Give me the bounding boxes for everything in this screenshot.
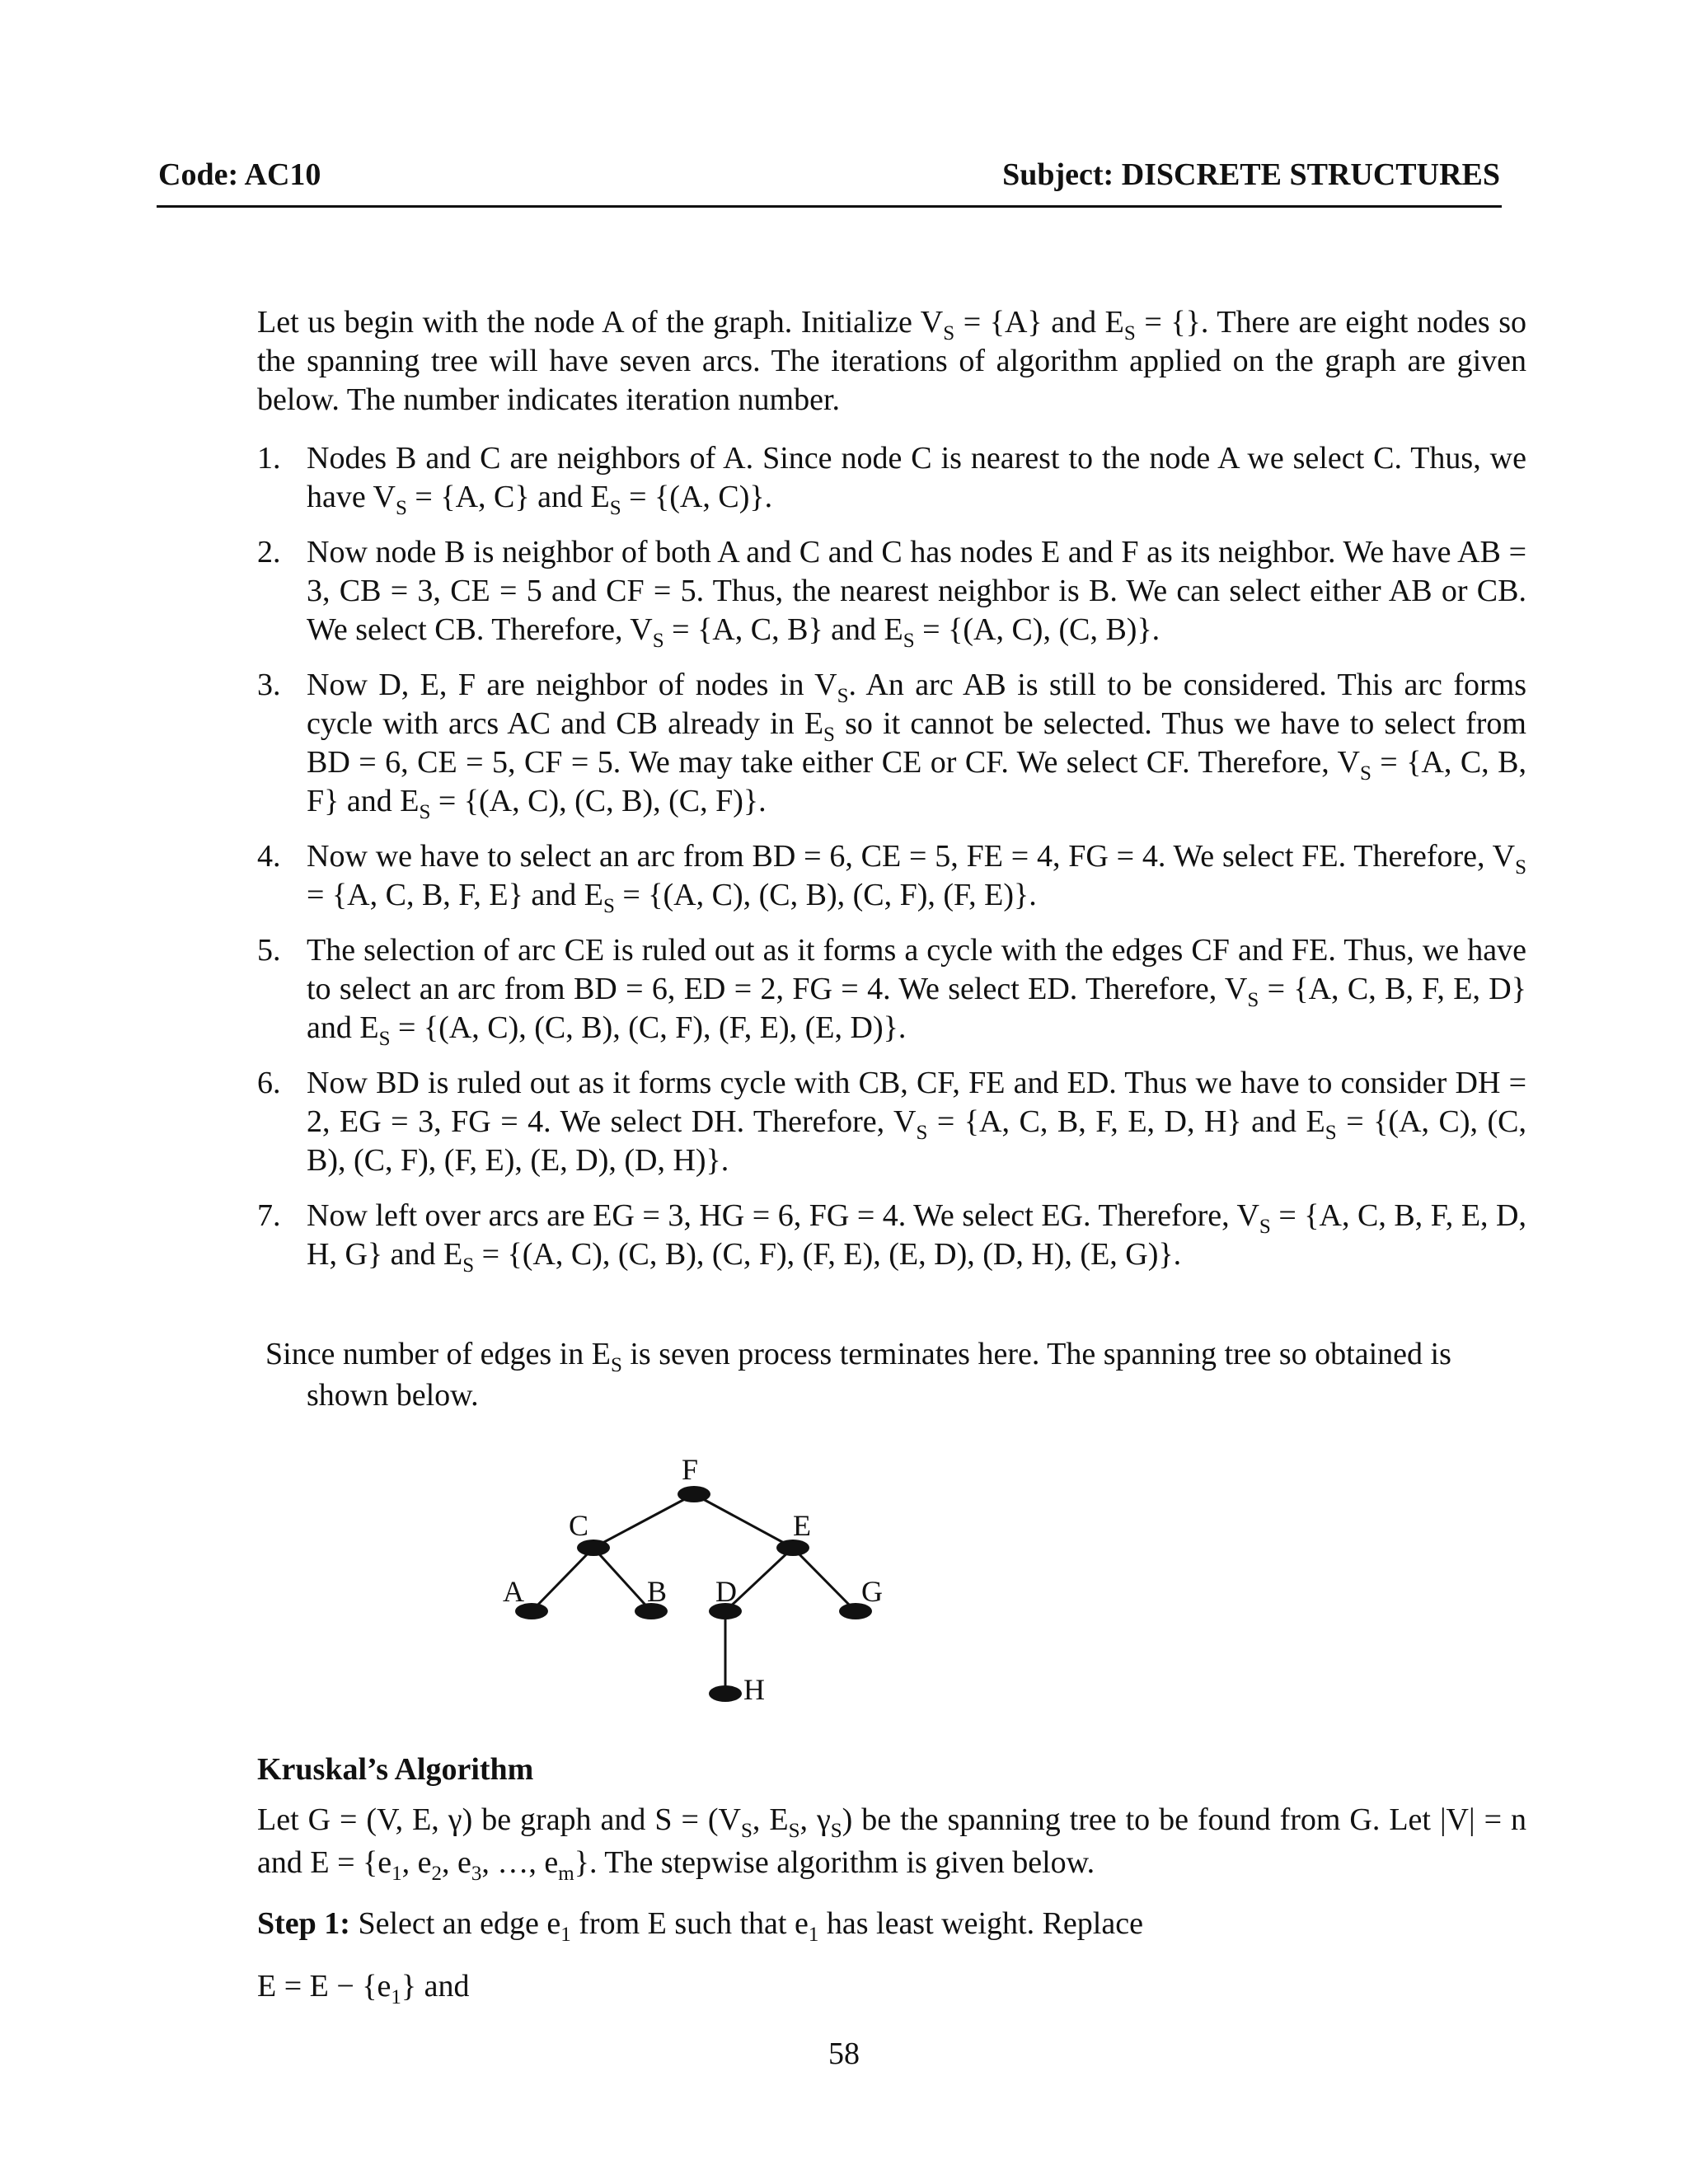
node-f: [678, 1486, 710, 1502]
edge-c-a: [532, 1548, 593, 1611]
node-h: [709, 1685, 742, 1702]
list-item-number: 7.: [257, 1198, 281, 1233]
list-item: 2. Now node B is neighbor of both A and C and C has nodes E and F as its neighbor. We have AB = 3, CB = 3, CE = 5 and CF = 5. Thus, the nearest neighbor is B. We can select either AB or CB. We select CB. Therefore, $V_S = \{A$, C, B} and $E_S = \{(A$, C), (C, B)}.: [257, 535, 1526, 652]
intro-paragraph: Let us begin with the node A of the graph. Initialize $V_S = \{A\}$ and $E_S$ = {}. There are eight nodes so the spanning tree will have seven arcs. The iterations of algorithm applied on the graph are given below. The number indicates iteration number.: [257, 305, 1527, 417]
conclusion-paragraph: Since number of edges in $E_S$ is seven process terminates here. The spanning tree so obtained is shown below.: [265, 1337, 1451, 1413]
iteration-list: [257, 439, 1526, 1291]
list-item: 4. Now we have to select an arc from BD = 6, CE = 5, FE = 4, FG = 4. We select FE. Therefore, $V_S = \{A$, C, B, F, E} and $E_S = \{(A$, C), (C, B), (C, F), (F, E)}.: [257, 839, 1526, 917]
header-code: Code: AC10: [158, 157, 321, 192]
page-number: 58: [828, 2036, 860, 2071]
node-c: [577, 1540, 610, 1556]
list-item-number: 2.: [257, 535, 281, 569]
spanning-tree-diagram: [486, 1451, 915, 1764]
list-item: 7. Now left over arcs are EG = 3, HG = 6, FG = 4. We select EG. Therefore, $V_S = \{A$, C, B, F, E, D, H, G} and $E_S = \{(A$, C), (C, B), (C, F), (F, E), (E, D), (D, H), (E, G)}.: [257, 1198, 1526, 1277]
label-a: A: [503, 1575, 524, 1608]
node-e: [776, 1540, 809, 1556]
list-item: 6. Now BD is ruled out as it forms cycle with CB, CF, FE and ED. Thus we have to consider DH = 2, EG = 3, FG = 4. We select DH. Therefore, $V_S = \{A$, C, B, F, E, D, H} and $E_S = \{(A$, C), (C, B), (C, F), (F, E), (E, D), (D, H)}.: [257, 1066, 1526, 1178]
list-item: 5. The selection of arc CE is ruled out as it forms a cycle with the edges CF and FE. Thus, we have to select an arc from BD = 6, ED = 2, FG = 4. We select ED. Therefore, $V_S = \{A$, C, B, F, E, D} and $E_S = \{(A$, C), (C, B), (C, F), (F, E), (E, D)}.: [257, 933, 1526, 1050]
list-item: 3. Now D, E, F are neighbor of nodes in $V_S$. An arc AB is still to be considered. This arc forms cycle with arcs AC and CB already in $E_S$ so it cannot be selected. Thus we have to select from BD = 6, CE = 5, CF = 5. We may take either CE or CF. We select CF. Therefore, $V_S = \{A$, C, B, F} and $E_S = \{(A$, C), (C, B), (C, F)}.: [257, 668, 1526, 823]
header-rule: [157, 205, 1502, 208]
list-item-number: 5.: [257, 933, 281, 968]
label-e: E: [793, 1509, 811, 1542]
list-item-number: 6.: [257, 1066, 281, 1100]
list-item-number: 4.: [257, 839, 281, 874]
edge-f-c: [593, 1494, 694, 1548]
header-subject: Subject: DISCRETE STRUCTURES: [1002, 157, 1500, 192]
step-1: Step 1: Select an edge $e_1$ from E such that $e_1$ has least weight. Replace: [257, 1906, 1143, 1946]
label-d: D: [715, 1575, 737, 1608]
label-c: C: [569, 1509, 589, 1542]
section-heading: Kruskal’s Algorithm: [257, 1752, 534, 1787]
kruskal-paragraph: Let G = (V, E, γ) be graph and $S = (V_S$, $E_S$, $\gamma_S$) be the spanning tree to be found from G. Let |V| = n and $E = \{e_1$, $e_2$, $e_3$, …, $e_m$}. The stepwise algorithm is given below.: [257, 1802, 1526, 1885]
label-b: B: [647, 1575, 668, 1608]
list-item-number: 1.: [257, 441, 281, 476]
label-h: H: [743, 1673, 765, 1706]
label-f: F: [682, 1453, 699, 1486]
edge-f-e: [694, 1494, 793, 1548]
label-g: G: [861, 1575, 883, 1608]
edge-e-g: [793, 1548, 856, 1611]
list-item-number: 3.: [257, 668, 281, 702]
equation-line: $E = E - \{e_1\}$ and: [257, 1969, 470, 2008]
list-item: 1. Nodes B and C are neighbors of A. Since node C is nearest to the node A we select C. Thus, we have $V_S = \{A$, C} and $E_S = \{(A$, C)}.: [257, 441, 1526, 519]
edge-c-b: [593, 1548, 651, 1611]
